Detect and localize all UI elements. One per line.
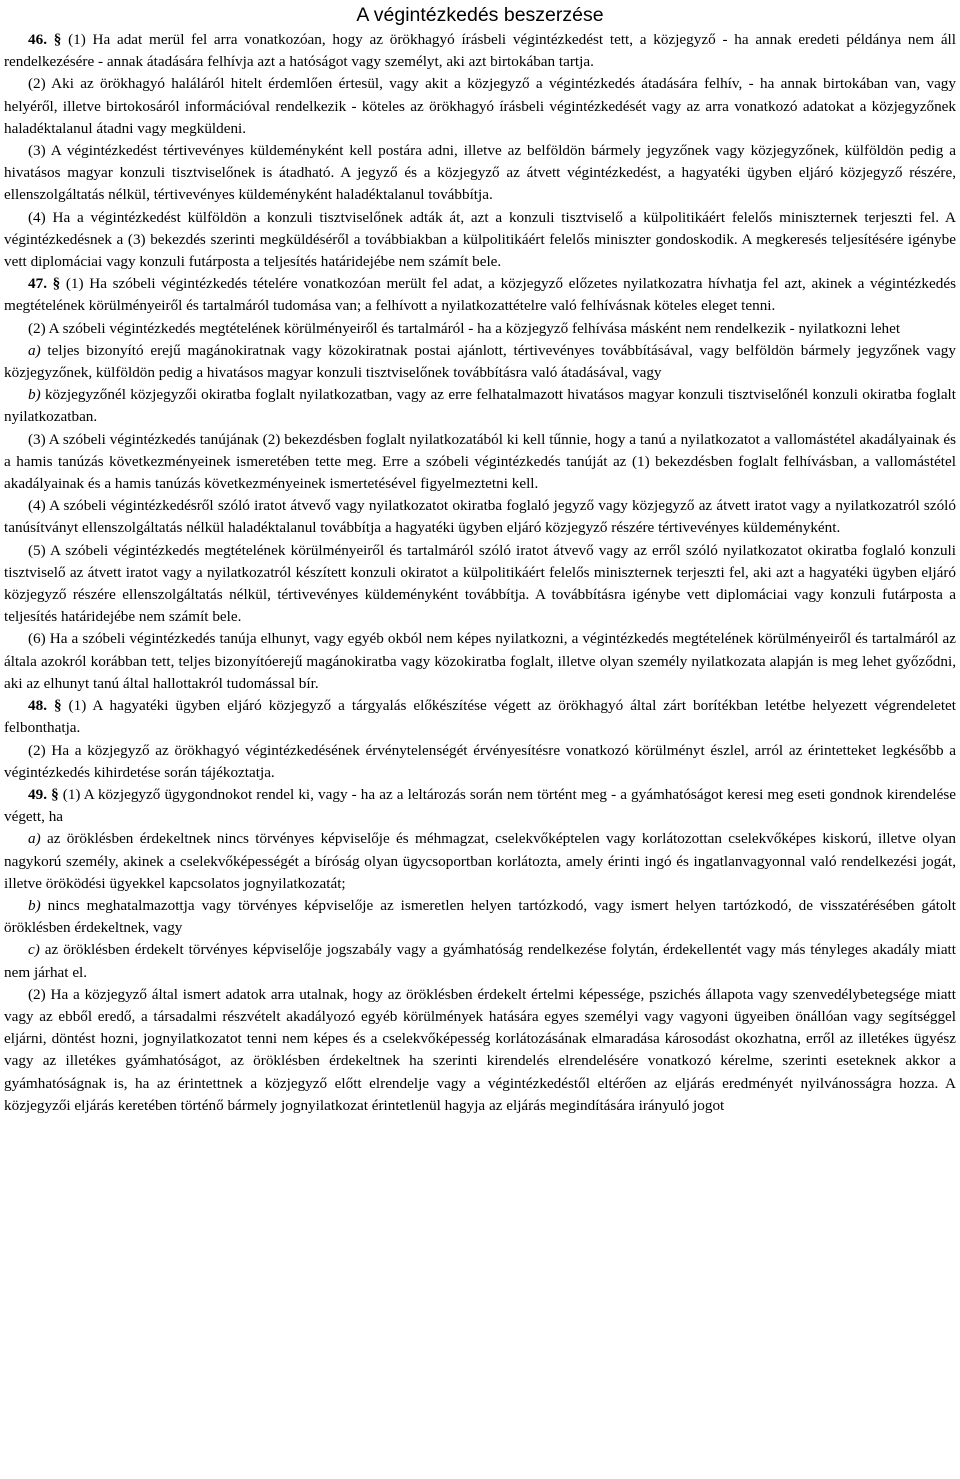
paragraph-text: (4) A szóbeli végintézkedésről szóló iratot átvevő vagy nyilatkozatot okiratba foglaló jegyző vagy közjegyző az átvett iratot vagy a nyilatkozatról szóló tanúsítványt ellenszolgáltatás nélkül haladéktalanul továbbítja a hagyatéki ügyben eljáró közjegyző részére tértivevényes küldeményként. [4, 497, 956, 537]
section-number: 49. § [28, 785, 59, 803]
paragraph-text: (2) Aki az örökhagyó haláláról hitelt érdemlően értesül, vagy akit a közjegyző a végintézkedés átadására felhív, - ha annak birtokában van, vagy helyéről, illetve birtokosáról információval rendelkezik - köteles az örökhagyó írásbeli végintézkedését vagy az arra vonatkozó adatokat a közjegyzőnek haladéktalanul átadni vagy megküldeni. [4, 75, 956, 137]
paragraph-text: (4) Ha a végintézkedést külföldön a konzuli tisztviselőnek adták át, azt a konzuli tisztviselő a külpolitikáért felelős miniszternek terjeszti fel. A végintézkedésnek a (3) bekezdés szerinti megküldéséről a továbbiakban a külpolitikáért felelős miniszter gondoskodik. A megkeresés teljesítésére igénybe vett diplomáciai vagy konzuli futárposta a teljesítés határidejébe nem számít bele. [4, 208, 956, 271]
paragraph-text: (2) A szóbeli végintézkedés megtételének körülményeiről és tartalmáról - ha a közjegyző felhívása másként nem rendelkezik - nyilatkozni lehet [28, 319, 901, 337]
paragraph [4, 628, 956, 695]
section-number: 47. § [28, 275, 61, 293]
paragraph [4, 318, 956, 340]
paragraph-text: az öröklésben érdekelt törvényes képviselője jogszabály vagy a gyámhatóság rendelkezése folytán, érdekellentét vagy más tényleges akadály miatt nem járhat el. [4, 941, 956, 981]
list-item [4, 939, 956, 983]
paragraph-text: közjegyzőnél közjegyzői okiratba foglalt nyilatkozatban, vagy az erre felhatalmazott hivatásos magyar konzuli tisztviselőnél konzuli okiratba foglalt nyilatkozatban. [4, 386, 956, 426]
paragraph-text: (3) A végintézkedést tértivevényes küldeményként kell postára adni, illetve az belföldön bármely jegyzőnek vagy közjegyzőnek, külföldön pedig a hivatásos magyar konzuli tisztviselőnek is átadható. A jegyző és a közjegyző az átvett végintézkedést, a hagyatéki ügyben eljáró közjegyző részére, ellenszolgáltatás nélkül, tértivevényes küldeményként haladéktalanul továbbítja. [4, 142, 956, 204]
page-title: A végintézkedés beszerzése [356, 4, 604, 26]
paragraph [4, 73, 956, 140]
section-paragraph [4, 784, 956, 828]
list-letter: b) [28, 896, 41, 914]
document-body [4, 29, 956, 1117]
list-item [4, 895, 956, 939]
paragraph-text: (1) A közjegyző ügygondnokot rendel ki, vagy - ha az a leltározás során nem történt meg - a gyámhatóságot keresi meg eseti gondnok kirendelése végett, ha [4, 785, 956, 826]
list-letter: b) [28, 386, 41, 404]
section-number: 48. § [28, 697, 62, 715]
paragraph-text: (1) Ha szóbeli végintézkedés tételére vonatkozóan merült fel adat, a közjegyző előzetes nyilatkozatra hívhatja fel azt, akinek a végintézkedés megtételének körülményeiről és tartalmáról tudomása van; a felhívott a nyilatkozattételre való felhívásnak köteles eleget tenni. [4, 275, 957, 315]
paragraph-text: (3) A szóbeli végintézkedés tanújának (2) bekezdésben foglalt nyilatkozatából ki kell tűnnie, hogy a tanú a nyilatkozatot a vallomástétel akadályainak és a hamis tanúzás következményeinek ismeretében tette meg. Erre a szóbeli végintézkedés tanúját az (1) bekezdésben foglalt felhívásban, a vallomástétel akadályainak és a hamis tanúzás következményeinek ismertetésével figyelmeztetni kell. [4, 430, 956, 493]
paragraph [4, 984, 956, 1117]
paragraph-text: (1) Ha adat merül fel arra vonatkozóan, hogy az örökhagyó írásbeli végintézkedést tett, a közjegyző - ha annak eredeti példánya nem áll rendelkezésére - annak átadására felhívja azt a hatóságot vagy személyt, aki azt birtokában tartja. [4, 31, 957, 71]
paragraph [4, 740, 956, 784]
paragraph [4, 207, 956, 274]
section-paragraph [4, 29, 956, 73]
paragraph-text: (6) Ha a szóbeli végintézkedés tanúja elhunyt, vagy egyéb okból nem képes nyilatkozni, a végintézkedés megtételének körülményeiről és tartalmáról az általa azokról korábban tett, teljes bizonyítóerejű magánokiratba vagy közokiratba foglalt, illetve olyan személy nyilatkozata alapján is meg lehet győződni, aki az elhunyt tanú által hallottakról tudomással bír. [4, 630, 956, 692]
paragraph [4, 429, 956, 496]
paragraph [4, 495, 956, 539]
paragraph-text: (1) A hagyatéki ügyben eljáró közjegyző a tárgyalás előkészítése végett az örökhagyó által zárt borítékban letétbe helyezett végrendeletet felbonthatja. [4, 697, 957, 737]
paragraph-text: nincs meghatalmazottja vagy törvényes képviselője az ismeretlen helyen tartózkodó, vagy ismert helyen tartózkodó, de visszatérésében gátolt öröklésben érdekeltnek, vagy [4, 896, 956, 937]
list-letter: c) [28, 941, 40, 959]
section-paragraph [4, 695, 956, 739]
list-letter: a) [28, 830, 41, 848]
list-letter: a) [28, 341, 41, 359]
section-number: 46. § [28, 31, 62, 48]
paragraph-text: (5) A szóbeli végintézkedés megtételének körülményeiről és tartalmáról szóló iratot átvevő vagy az erről szóló nyilatkozatot okiratba foglaló konzuli tisztviselő az átvett iratot vagy a nyilatkozatról készített konzuli okiratot a külpolitikáért felelős miniszternek terjeszti fel, aki azt a hagyatéki ügyben eljáró közjegyző részére ellenszolgáltatás nélkül, tértivevényes küldeményként továbbítja. A továbbításra igénybe vett diplomáciai vagy konzuli futárposta a teljesítés határidejébe nem számít bele. [4, 541, 956, 626]
paragraph-text: teljes bizonyító erejű magánokiratnak vagy közokiratnak postai ajánlott, tértivevényes továbbításával, vagy belföldön bármely jegyzőnek vagy közjegyzőnek, külföldön pedig a hivatásos magyar konzuli tisztviselőnek továbbításra való átadásával, vagy [4, 341, 956, 382]
section-paragraph [4, 273, 956, 317]
list-item [4, 828, 956, 895]
paragraph-text: (2) Ha a közjegyző által ismert adatok arra utalnak, hogy az öröklésben érdekelt értelmi képessége, pszichés állapota vagy szenvedélybetegsége miatt vagy az ebből eredő, a társadalmi részvételt akadályozó egyéb körülmények hatására egyes személyi vagy vagyoni ügyeiben önállóan vagy segítséggel eljárni, döntést hozni, jognyilatkozatot tenni nem képes és a cselekvőképesség korlátozásának elmaradása károsodást okozhatna, erről az illetékes ügyész vagy az illetékes gyámhatóságot, az öröklésben érdekeltnek ha szerinti kirendelés elrendelésére vonatkozó kérelme, szerinti eseteknek akkor a gyámhatóságnak is, ha az érintettnek a közjegyző előtt elrendelje vagy a végintézkedéstől eltérően az eljárás eredményét nyilvánosságra hozza. A közjegyzői eljárás keretében történő bármely jognyilatkozat érintetlenül hagyja az eljárás megindítására irányuló jogot [4, 985, 956, 1114]
paragraph-text: az öröklésben érdekeltnek nincs törvényes képviselője és méhmagzat, cselekvőképtelen vagy korlátozottan cselekvőképes kiskorú, illetve olyan nagykorú személy, akinek a cselekvőképességét a bíróság olyan ügycsoportban korlátozta, amely érinti ingó és ingatlanvagyonnal való rendelkezési jogát, illetve öröködési ügyekkel kapcsolatos jognyilatkozatát; [4, 830, 956, 892]
list-item [4, 340, 956, 384]
paragraph [4, 540, 956, 629]
paragraph-text: (2) Ha a közjegyző az örökhagyó végintézkedésének érvénytelenségét érvényesítésre vonatkozó körülményt észlel, arról az érintetteket legkésőbb a végintézkedés kihirdetése során tájékoztatja. [4, 741, 956, 781]
paragraph [4, 140, 956, 207]
list-item [4, 384, 956, 428]
